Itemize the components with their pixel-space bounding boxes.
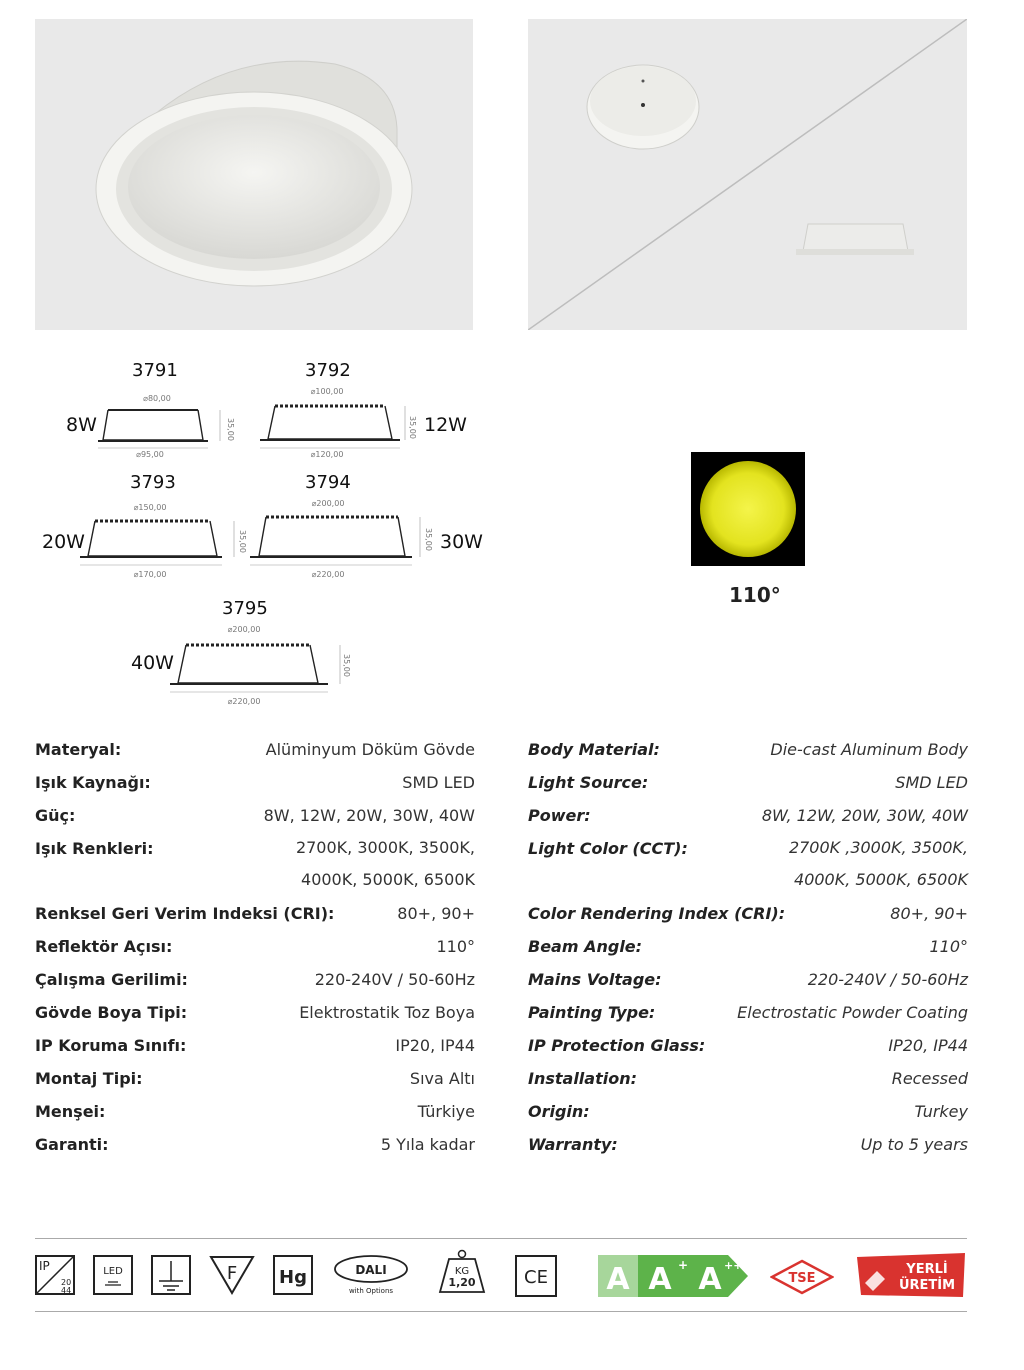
spec-value: Elektrostatik Toz Boya [299,1003,475,1022]
spec-row [528,996,968,1029]
dim-3794-bottom: ⌀220,00 [311,570,345,579]
spec-row [35,1062,475,1095]
spec-value-line2: 4000K, 5000K, 6500K [794,870,968,889]
dim-3795-top: ⌀200,00 [227,625,261,634]
spec-value: Up to 5 years [860,1135,968,1154]
svg-text:ÜRETİM: ÜRETİM [898,1278,956,1293]
model-code-3791: 3791 [132,360,178,381]
ce-mark-icon [515,1255,557,1297]
class-f-icon [209,1255,255,1295]
dim-3791-bottom: ⌀95,00 [136,450,164,459]
spec-label: Mains Voltage: [528,970,662,989]
spec-row [528,1128,968,1161]
spec-value: Turkey [914,1102,968,1121]
svg-text:A: A [648,1262,672,1297]
dim-3791-height: 35,00 [226,418,235,441]
spec-value: 220-240V / 50-60Hz [807,970,968,989]
spec-value-line1: 2700K ,3000K, 3500K, [788,838,968,857]
spec-label: IP Protection Glass: [528,1036,706,1055]
svg-text:F: F [226,1263,238,1284]
spec-value: 110° [436,937,475,956]
weight-icon [437,1249,487,1295]
spec-row [528,733,968,766]
svg-text:LED: LED [103,1266,123,1277]
spec-value: SMD LED [402,773,475,792]
spec-table-english [528,733,968,1161]
dim-3792-height: 35,00 [408,416,417,439]
spec-row [35,1095,475,1128]
spec-row [35,963,475,996]
spec-row [35,799,475,832]
spec-label: Montaj Tipi: [35,1069,143,1088]
svg-text:Hg: Hg [279,1267,307,1288]
spec-row [35,1029,475,1062]
dim-3792-bottom: ⌀120,00 [310,450,344,459]
ip-rating-icon [35,1255,75,1295]
svg-text:TSE: TSE [788,1271,816,1286]
spec-label: Installation: [528,1069,637,1088]
spec-label: Renksel Geri Verim Indeksi (CRI): [35,904,335,923]
spec-row [528,832,968,897]
drawing-3791 [98,394,235,459]
spec-value: 8W, 12W, 20W, 30W, 40W [263,806,475,825]
spec-label: Beam Angle: [528,937,643,956]
led-icon [93,1255,133,1295]
mercury-free-icon [273,1255,313,1295]
spec-label: Color Rendering Index (CRI): [528,904,786,923]
svg-text:A: A [698,1262,722,1297]
spec-label: Reflektör Açısı: [35,937,173,956]
product-photo-front [35,19,473,330]
spec-value: SMD LED [895,773,968,792]
spec-value: 80+, 90+ [890,904,968,923]
svg-text:CE: CE [524,1267,548,1288]
spec-row [528,930,968,963]
dim-3793-bottom: ⌀170,00 [133,570,167,579]
spec-row [35,832,475,897]
model-code-3793: 3793 [130,472,176,493]
spec-label: Garanti: [35,1135,109,1154]
spec-value: 80+, 90+ [397,904,475,923]
model-power-20w: 20W [42,531,85,553]
dali-icon [333,1253,409,1297]
dim-3791-top: ⌀80,00 [143,394,171,403]
spec-label: Gövde Boya Tipi: [35,1003,188,1022]
spec-label: Warranty: [528,1135,618,1154]
spec-value: 220-240V / 50-60Hz [314,970,475,989]
beam-angle-graphic [691,452,805,566]
spec-label: Güç: [35,806,76,825]
spec-row [528,766,968,799]
spec-value-line2: 4000K, 5000K, 6500K [301,870,475,889]
spec-label: Materyal: [35,740,122,759]
drawing-3794 [250,499,433,579]
svg-text:++: ++ [724,1259,743,1272]
spec-row [528,1029,968,1062]
spec-row [35,996,475,1029]
spec-row [528,799,968,832]
spec-label: Light Source: [528,773,649,792]
svg-text:with Options: with Options [348,1287,394,1295]
spec-value: Electrostatic Powder Coating [737,1003,968,1022]
model-power-8w: 8W [66,414,97,436]
spec-row [35,1128,475,1161]
model-code-3794: 3794 [305,472,351,493]
spec-label: Power: [528,806,591,825]
svg-text:44: 44 [61,1286,72,1295]
spec-value [789,832,968,896]
spec-value: Türkiye [417,1102,475,1121]
dim-3795-height: 35,00 [342,654,351,677]
spec-label: Light Color (CCT): [528,839,688,858]
dim-3794-height: 35,00 [424,528,433,551]
spec-row [528,1062,968,1095]
spec-label: Işık Kaynağı: [35,773,151,792]
svg-text:+: + [678,1258,689,1272]
spec-value: 5 Yıla kadar [380,1135,475,1154]
drawing-3793 [80,503,247,579]
dim-3795-bottom: ⌀220,00 [227,697,261,706]
spec-row [35,733,475,766]
spec-value-line1: 2700K, 3000K, 3500K, [295,838,475,857]
downlight-front-illustration [35,19,473,330]
spec-row [528,1095,968,1128]
spec-label: Menşei: [35,1102,106,1121]
spec-value: IP20, IP44 [888,1036,968,1055]
spec-label: Body Material: [528,740,660,759]
spec-value: IP20, IP44 [395,1036,475,1055]
dim-3794-top: ⌀200,00 [311,499,345,508]
spec-row [35,897,475,930]
model-power-30w: 30W [440,531,483,553]
svg-text:DALI: DALI [355,1263,387,1277]
spec-label: Painting Type: [528,1003,656,1022]
spec-value: 110° [929,937,968,956]
svg-text:1,20: 1,20 [448,1276,476,1289]
product-photo-back [528,19,967,330]
spec-table-turkish [35,733,475,1161]
model-code-3792: 3792 [305,360,351,381]
svg-text:20: 20 [61,1278,72,1287]
drawing-3795 [170,625,351,706]
svg-text:KG: KG [454,1266,470,1277]
svg-text:IP: IP [39,1259,50,1273]
spec-row [528,897,968,930]
dim-3793-top: ⌀150,00 [133,503,167,512]
ground-icon [151,1255,191,1295]
spec-value: Sıva Altı [409,1069,475,1088]
spec-label: Işık Renkleri: [35,839,154,858]
dim-3792-top: ⌀100,00 [310,387,344,396]
certification-icon-bar [35,1238,967,1312]
dimension-drawings [0,380,500,710]
downlight-back-illustration [528,19,967,330]
energy-class-icon [598,1255,750,1297]
spec-value: 8W, 12W, 20W, 30W, 40W [761,806,968,825]
spec-label: IP Koruma Sınıfı: [35,1036,187,1055]
spec-label: Origin: [528,1102,590,1121]
spec-value: Alüminyum Döküm Gövde [265,740,475,759]
drawing-3792 [260,387,417,459]
svg-text:A: A [606,1262,630,1297]
spec-value: Die-cast Aluminum Body [770,740,968,759]
spec-row [528,963,968,996]
spec-label: Çalışma Gerilimi: [35,970,188,989]
model-power-12w: 12W [424,414,467,436]
svg-text:YERLİ: YERLİ [906,1262,948,1277]
tse-icon [770,1259,834,1295]
model-code-3795: 3795 [222,598,268,619]
beam-angle-label: 110° [729,583,781,607]
yerli-uretim-icon [855,1253,967,1297]
spec-row [35,930,475,963]
model-power-40w: 40W [131,652,174,674]
spec-value [296,832,475,896]
dim-3793-height: 35,00 [238,530,247,553]
spec-value: Recessed [891,1069,968,1088]
spec-row [35,766,475,799]
